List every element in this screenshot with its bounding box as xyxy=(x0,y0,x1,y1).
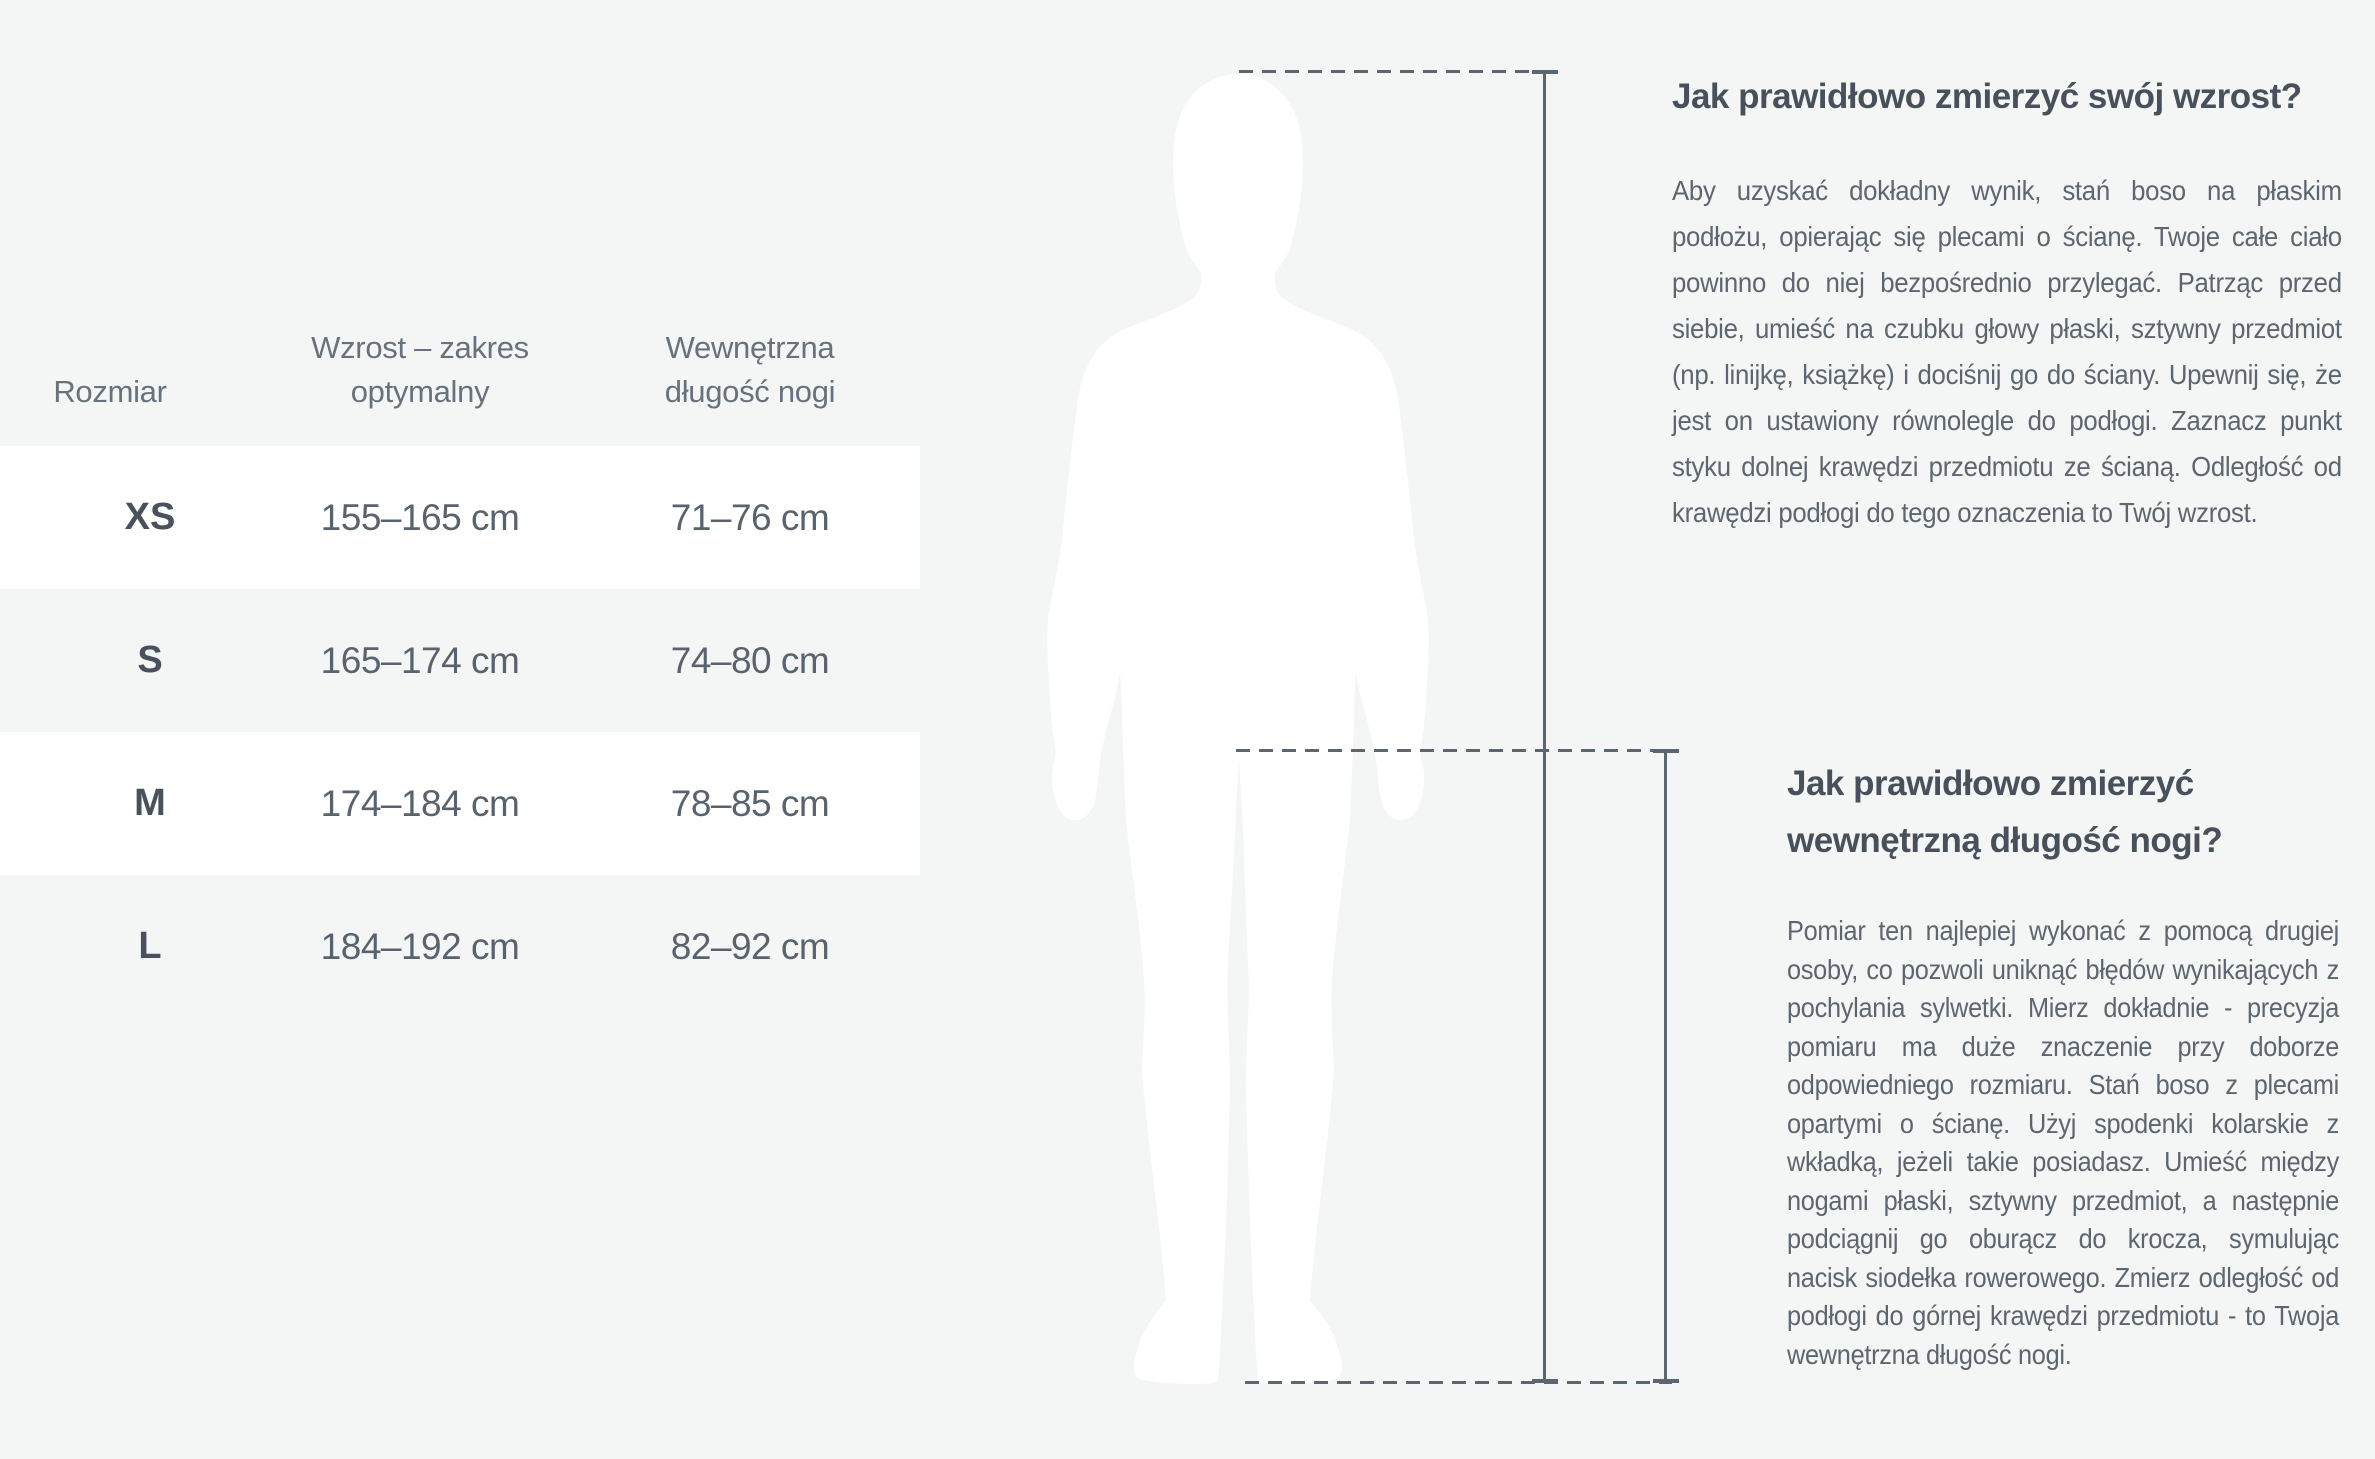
inner-leg-guide-text: Pomiar ten najlepiej wykonać z pomocą drugiej osoby, co pozwoli uniknąć błędów wynikających z pochylania sylwetki. Mierz dokładnie - precyzja pomiaru ma duże znaczenie przy doborze odpowiedniego rozmiaru. Stań boso z plecami opartymi o ścianę. Użyj spodenki kolarskie z wkładką, jeżeli takie posiadasz. Umieść między nogami płaski, sztywny przedmiot, a następnie podciągnij go oburącz do krocza, symulując nacisk siodełka rowerowego. Zmierz odległość od podłogi do górnej krawędzi przedmiotu - to Twoja wewnętrzna długość nogi. xyxy=(1787,915,2339,1370)
inner-leg-value: 82–92 cm xyxy=(670,925,830,967)
table-row xyxy=(0,732,920,875)
size-label: M xyxy=(134,782,166,824)
height-range-value: 155–165 cm xyxy=(320,496,520,538)
size-label: S xyxy=(137,639,163,681)
table-row xyxy=(0,446,920,589)
human-silhouette-figure xyxy=(1020,60,1480,1390)
head-level-dashed-line xyxy=(1239,70,1549,73)
column-header-size: Rozmiar xyxy=(53,374,167,409)
inner-leg-value: 71–76 cm xyxy=(670,496,830,538)
height-range-value: 184–192 cm xyxy=(320,925,520,967)
standing-person-icon xyxy=(1020,60,1480,1390)
inner-leg-measure-line xyxy=(1664,749,1667,1383)
crotch-level-dashed-line xyxy=(1236,749,1672,752)
size-table-header xyxy=(0,326,880,412)
table-row xyxy=(0,875,920,1018)
inner-leg-value: 78–85 cm xyxy=(670,782,830,824)
column-header-inner-leg: Wewnętrzna długość nogi xyxy=(664,330,836,409)
inner-leg-guide-heading: Jak prawidłowo zmierzyć wewnętrzną długość nogi? xyxy=(1787,764,2223,860)
inner-leg-value: 74–80 cm xyxy=(670,639,830,681)
column-header-height: Wzrost – zakres optymalny xyxy=(311,330,529,409)
height-range-value: 174–184 cm xyxy=(320,782,520,824)
height-guide-text: Aby uzyskać dokładny wynik, stań boso na płaskim podłożu, opierając się plecami o ścianę. Twoje całe ciało powinno do niej bezpośrednio przylegać. Patrząc przed siebie, umieść na czubku głowy płaski, sztywny przedmiot (np. linijkę, książkę) i dociśnij go do ściany. Upewnij się, że jest on ustawiony równolegle do podłogi. Zaznacz punkt styku dolnej krawędzi przedmiotu ze ścianą. Odległość od krawędzi podłogi do tego oznaczenia to Twój wzrost. xyxy=(1672,175,2342,528)
height-measure-line xyxy=(1543,70,1546,1383)
size-label: XS xyxy=(124,496,176,538)
floor-level-dashed-line xyxy=(1245,1381,1672,1384)
size-label: L xyxy=(138,925,162,967)
height-range-value: 165–174 cm xyxy=(320,639,520,681)
height-guide-heading: Jak prawidłowo zmierzyć swój wzrost? xyxy=(1672,77,2302,116)
table-row xyxy=(0,589,920,732)
